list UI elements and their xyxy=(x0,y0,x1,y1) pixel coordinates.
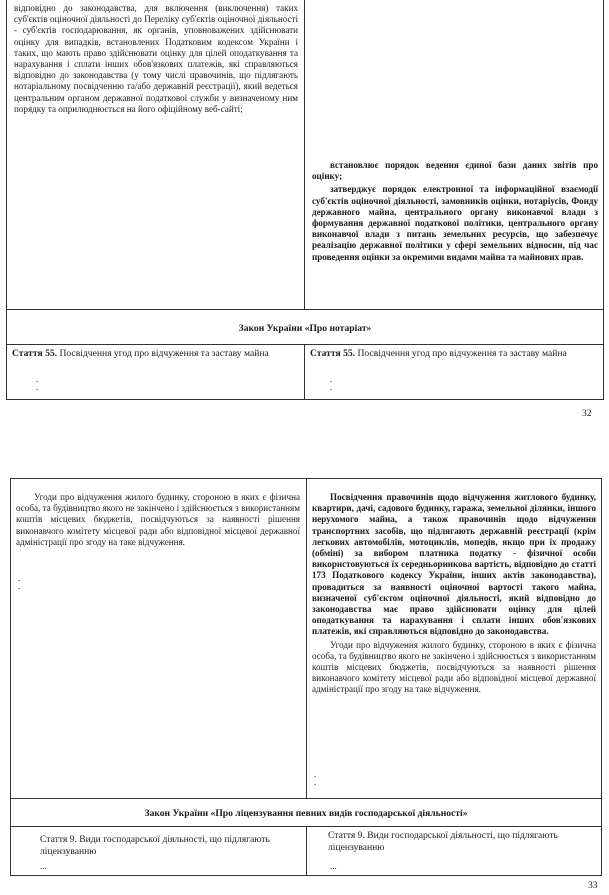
article-left xyxy=(12,348,300,360)
article-right xyxy=(310,348,600,360)
right-text-1: Посвідчення правочинів щодо відчуження житлового будинку, квартири, дачі, садового будинку, гаража, земельної ділянки, іншого нерухомого майна, а також правочинів щодо відчуження транспортних засобів, що підлягають державній реєстрації (крім легкових автомобілів, мотоциклів, мопедів, якщо при їх продажу (обміні) за вибором платника податку - фізичної особи використовуються їх середньоринкова вартість, відповідно до статті 173 Податкового кодексу України, інших актів законодавства), провадиться за наявності оціночної вартості такого майна, визначеної суб'єктом оціночної діяльності, який відповідно до законодавства має право здійснювати оцінку для цілей оподаткування та нарахування і сплати інших обов'язкових платежів, які справляються відповідно до законодавства. xyxy=(312,492,596,637)
right-text-2: затверджує порядок електронної та інформаційної взаємодії суб'єктів оціночної діяльності, замовників оцінки, нотаріусів, Фонду державного майна, центрального органу виконавчої влади з формування державної податкової політики, центрального органу виконавчої влади з питань земельних ресурсів, що забезпечує реалізацію державної політики у сфері земельних відносин, під час проведення оцінки за окремими видами майна та майнових прав. xyxy=(312,184,598,262)
article-right-text: Посвідчення угод про відчуження та заставу майна xyxy=(357,348,567,359)
page-number: 32 xyxy=(582,408,592,419)
row-divider xyxy=(6,344,604,345)
left-text: відповідно до законодавства, для включення (виключення) таких суб'єктів оціночної діяльності до Переліку суб'єктів оціночної діяльності - суб'єктів господарювання, як органів, уповноважених здійснювати оцінку для випадків, встановлених Податковим кодексом України і таких, що мають право здійснювати оцінку для цілей оподаткування та нарахування і сплати інших обов'язкових платежів, які справляються відповідно до законодавства (у тому числі правочинів, що підлягають нотаріальному посвідченню та/або державній реєстрації), який ведеться центральним органом державної податкової служби у визначеному ним порядку та оприлюднюється на його офіційному веб-сайті; xyxy=(14,3,298,114)
article-left-number: Стаття 55. xyxy=(12,348,58,359)
right-text-2: Угоди про відчуження жилого будинку, стороною в яких є фізична особа, та будівництво якого не закінчено і здійснюється з використанням коштів місцевих бюджетів, посвідчуються за наявності рішення виконавчого комітету місцевої ради або відповідної місцевої державної адміністрації про згоду на таке відчуження. xyxy=(312,639,596,695)
left-text: Угоди про відчуження жилого будинку, стороною в яких є фізична особа, та будівництво якого не закінчено і здійснюється з використанням коштів місцевих бюджетів, посвідчуються за наявності рішення виконавчого комітету місцевої ради або відповідної місцевої державної адміністрації про згоду на таке відчуження. xyxy=(16,492,300,547)
article-left-text: Посвідчення угод про відчуження та заставу майна xyxy=(59,348,269,359)
article-right: Стаття 9. Види господарської діяльності, що підлягають ліцензуванню xyxy=(328,830,558,853)
law-title-licensing: Закон України «Про ліцензування певних видів господарської діяльності» xyxy=(144,808,468,819)
left-cell xyxy=(16,492,300,548)
left-cell xyxy=(14,3,298,115)
column-divider xyxy=(306,826,307,876)
column-divider xyxy=(304,0,305,309)
right-cell xyxy=(312,492,596,696)
column-divider xyxy=(306,478,307,798)
column-divider xyxy=(304,344,305,400)
page-32 xyxy=(0,0,609,430)
row-divider xyxy=(10,798,602,799)
page-number: 33 xyxy=(588,880,598,891)
page-33 xyxy=(0,478,609,895)
ellipsis-right: . . xyxy=(330,374,333,392)
law-title-notariat: Закон України «Про нотаріат» xyxy=(238,323,372,334)
ellipsis-right: . . xyxy=(314,769,317,787)
ellipsis-left-2: ... xyxy=(40,861,47,871)
ellipsis-left: . . xyxy=(18,573,21,591)
right-cell xyxy=(312,160,598,263)
row-divider xyxy=(6,309,604,310)
ellipsis-right-2: ... xyxy=(330,861,337,871)
article-left: Стаття 9. Види господарської діяльності, що підлягають ліцензуванню xyxy=(40,834,270,857)
right-text-1: встановлює порядок ведення єдиної бази даних звітів про оцінку; xyxy=(312,160,598,182)
article-right-number: Стаття 55. xyxy=(310,348,356,359)
ellipsis-left: . . xyxy=(36,374,39,392)
